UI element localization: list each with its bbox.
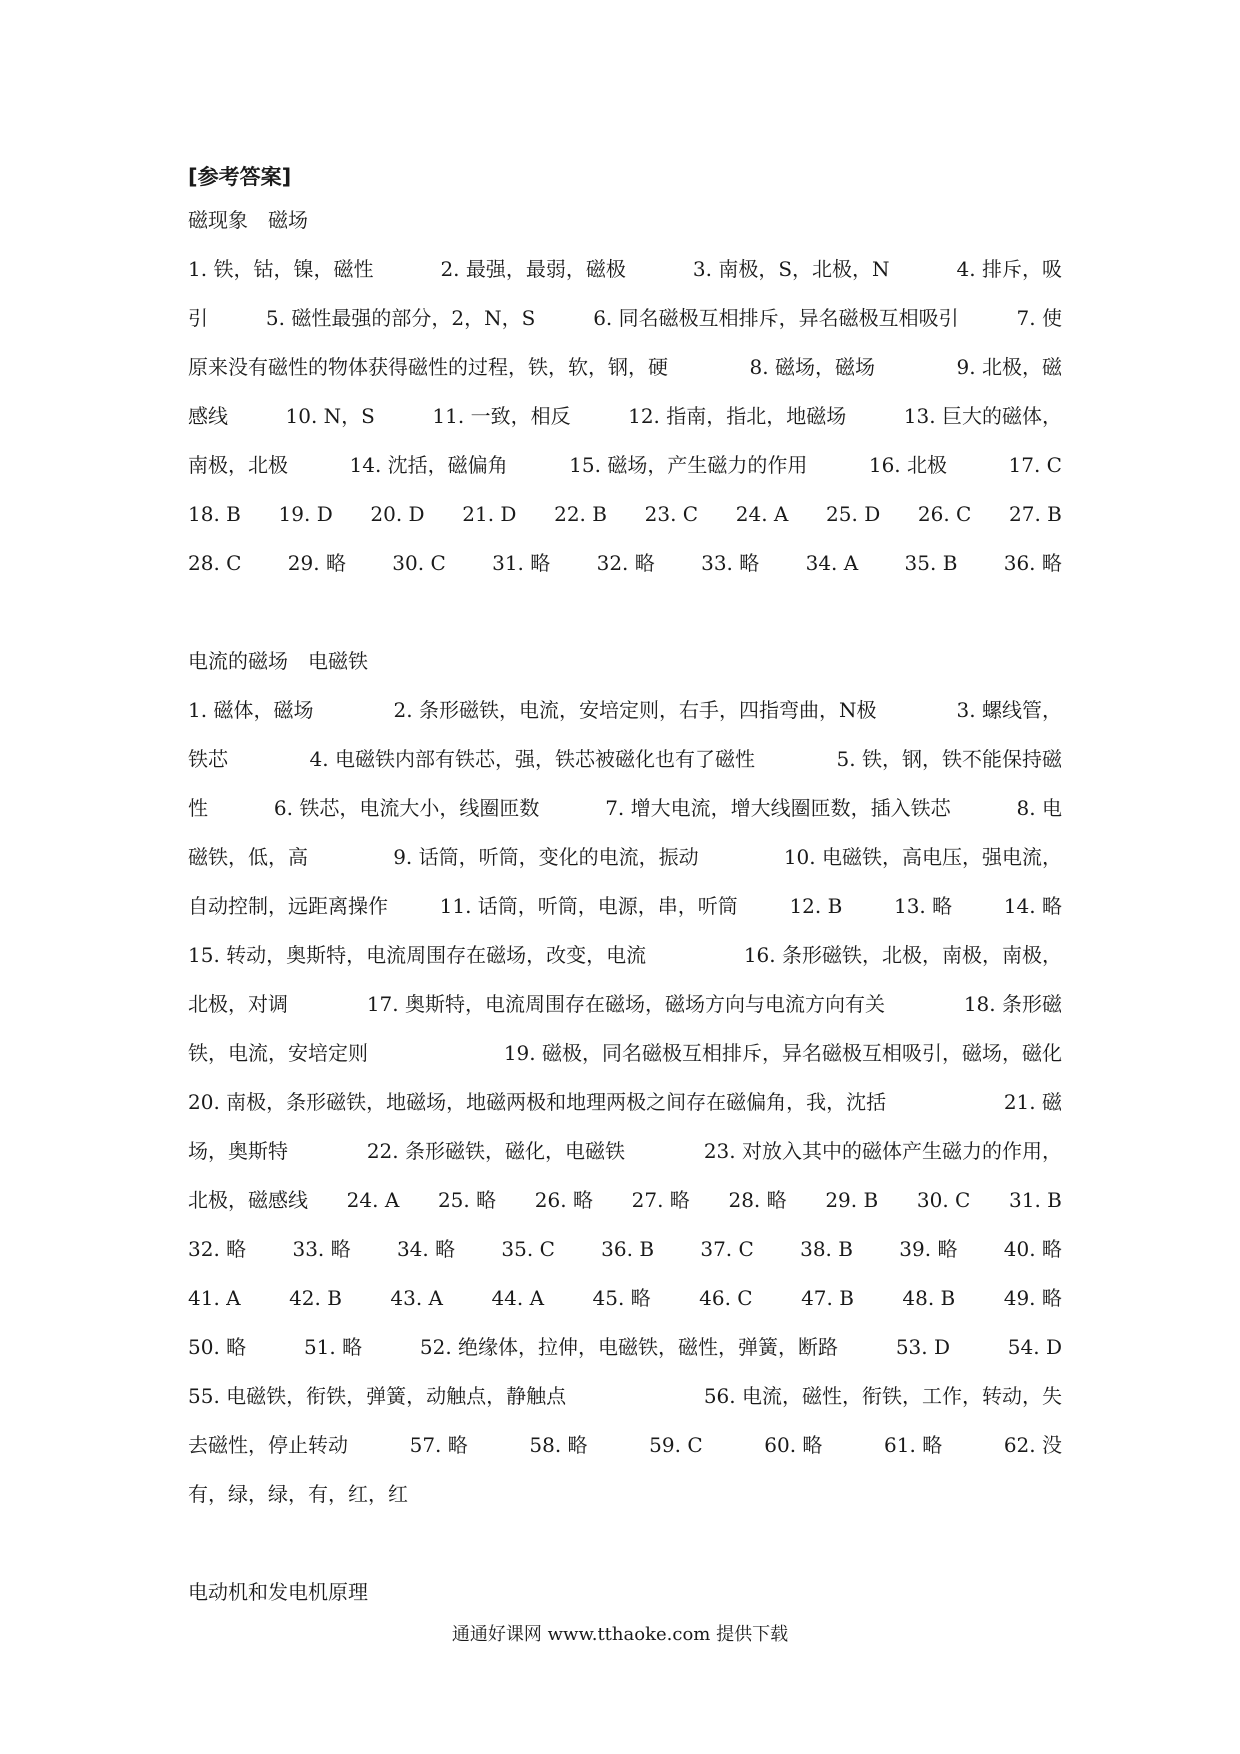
answer-item: 6. 铁芯，电流大小，线圈匝数 [273, 796, 540, 820]
answer-item: 8. 磁场，磁场 [749, 355, 875, 379]
answer-item: 23. C [644, 502, 699, 526]
answer-item: 7. 使 [1016, 306, 1062, 330]
answer-line [188, 1029, 1062, 1078]
answer-item: 37. C [700, 1237, 754, 1261]
answer-item: 铁，电流，安培定则 [188, 1041, 368, 1065]
answer-item: 23. 对放入其中的磁体产生磁力的作用， [703, 1139, 1062, 1163]
answer-content [188, 158, 1062, 1617]
answer-item: 4. 电磁铁内部有铁芯，强，铁芯被磁化也有了磁性 [309, 747, 755, 771]
section-title: 电动机和发电机原理 [188, 1580, 368, 1604]
answer-item: 57. 略 [409, 1433, 468, 1457]
answer-item: 5. 铁，钢，铁不能保持磁 [836, 747, 1062, 771]
answer-item: 40. 略 [1003, 1237, 1062, 1261]
answer-line [188, 1470, 1062, 1519]
answer-item: 49. 略 [1003, 1286, 1062, 1310]
answer-item: 52. 绝缘体，拉伸，电磁铁，磁性，弹簧，断路 [419, 1335, 839, 1359]
answer-item: 铁芯 [188, 747, 228, 771]
section-spacer [188, 1519, 1062, 1568]
answer-item: 51. 略 [303, 1335, 363, 1359]
answer-item: 2. 最强，最弱，磁极 [440, 257, 626, 281]
answer-item: 13. 巨大的磁体， [903, 404, 1062, 428]
answer-item: 15. 转动，奥斯特，电流周围存在磁场，改变，电流 [188, 943, 647, 967]
answer-item: 有，绿，绿，有，红，红 [188, 1482, 408, 1506]
answer-item: 11. 话筒，听筒，电源，串，听筒 [439, 894, 738, 918]
answer-item: 12. 指南，指北，地磁场 [628, 404, 847, 428]
answer-item: 25. 略 [437, 1188, 497, 1212]
answer-item: 14. 略 [1003, 894, 1062, 918]
answer-item: 38. B [800, 1237, 853, 1261]
answer-item: 3. 螺线管， [956, 698, 1062, 722]
answer-item: 34. 略 [396, 1237, 456, 1261]
answer-item: 26. 略 [534, 1188, 593, 1212]
answer-line [188, 1421, 1062, 1470]
answer-item: 50. 略 [188, 1335, 247, 1359]
answer-line [188, 1078, 1062, 1127]
answer-item: 磁铁，低，高 [188, 845, 308, 869]
answer-item: 12. B [789, 894, 843, 918]
answer-item: 35. C [501, 1237, 555, 1261]
answer-line [188, 784, 1062, 833]
answer-item: 44. A [491, 1286, 545, 1310]
answer-item: 34. A [805, 551, 859, 575]
answer-item: 29. 略 [287, 551, 346, 575]
answer-item: 60. 略 [764, 1433, 823, 1457]
page-heading: [参考答案] [188, 165, 292, 189]
answer-item: 18. 条形磁 [963, 992, 1062, 1016]
answer-item: 性 [188, 796, 208, 820]
answer-item: 58. 略 [529, 1433, 588, 1457]
answer-line [188, 343, 1062, 392]
answer-item: 19. 磁极，同名磁极互相排斥，异名磁极互相吸引，磁场，磁化 [503, 1041, 1062, 1065]
answer-line [188, 1274, 1062, 1323]
answer-item: 10. 电磁铁，高电压，强电流， [783, 845, 1062, 869]
answer-item: 41. A [188, 1286, 241, 1310]
answer-item: 11. 一致，相反 [432, 404, 571, 428]
section-spacer [188, 588, 1062, 637]
answer-line [188, 1323, 1062, 1372]
answer-line [188, 686, 1062, 735]
answer-line [188, 245, 1062, 294]
answer-item: 1. 磁体，磁场 [188, 698, 314, 722]
answer-item: 45. 略 [592, 1286, 651, 1310]
section-title: 磁现象 磁场 [188, 208, 308, 232]
answer-item: 62. 没 [1003, 1433, 1062, 1457]
answer-item: 53. D [895, 1335, 951, 1359]
answer-item: 16. 条形磁铁，北极，南极，南极， [743, 943, 1062, 967]
answer-item: 55. 电磁铁，衔铁，弹簧，动触点，静触点 [188, 1384, 567, 1408]
answer-item: 33. 略 [701, 551, 760, 575]
answer-item: 56. 电流，磁性，衔铁，工作，转动，失 [703, 1384, 1062, 1408]
answer-item: 21. 磁 [1003, 1090, 1062, 1114]
answer-item: 感线 [188, 404, 228, 428]
answer-item: 6. 同名磁极互相排斥，异名磁极互相吸引 [593, 306, 959, 330]
answer-item: 32. 略 [188, 1237, 247, 1261]
answer-item: 21. D [462, 502, 517, 526]
answer-item: 31. 略 [492, 551, 551, 575]
answer-item: 33. 略 [292, 1237, 351, 1261]
section-title: 电流的磁场 电磁铁 [188, 649, 368, 673]
answer-item: 1. 铁，钴，镍，磁性 [188, 257, 374, 281]
answer-item: 27. 略 [631, 1188, 690, 1212]
answer-item: 场，奥斯特 [188, 1139, 288, 1163]
answer-item: 32. 略 [596, 551, 655, 575]
answer-item: 54. D [1007, 1335, 1062, 1359]
answer-item: 3. 南极，S，北极，N [692, 257, 890, 281]
answer-item: 13. 略 [893, 894, 953, 918]
answer-item: 自动控制，远距离操作 [188, 894, 388, 918]
answer-item: 20. 南极，条形磁铁，地磁场，地磁两极和地理两极之间存在磁偏角，我，沈括 [188, 1090, 887, 1114]
answer-item: 17. 奥斯特，电流周围存在磁场，磁场方向与电流方向有关 [366, 992, 885, 1016]
answer-line [188, 294, 1062, 343]
answer-item: 15. 磁场，产生磁力的作用 [569, 453, 808, 477]
answer-item: 4. 排斥，吸 [956, 257, 1062, 281]
answer-item: 20. D [370, 502, 425, 526]
answer-item: 原来没有磁性的物体获得磁性的过程，铁，软，钢，硬 [188, 355, 668, 379]
page-footer: 通通好课网 www.tthaoke.com 提供下载 [451, 1624, 789, 1645]
answer-item: 18. B [188, 502, 241, 526]
answer-item: 10. N，S [285, 404, 375, 428]
answer-line [188, 1127, 1062, 1176]
answer-item: 9. 北极，磁 [956, 355, 1062, 379]
answer-item: 27. B [1009, 502, 1062, 526]
answer-item: 22. 条形磁铁，磁化，电磁铁 [366, 1139, 625, 1163]
answer-item: 25. D [826, 502, 881, 526]
answer-item: 南极，北极 [188, 453, 288, 477]
answer-line [188, 833, 1062, 882]
answer-item: 31. B [1009, 1188, 1062, 1212]
answer-line [188, 882, 1062, 931]
answer-item: 30. C [392, 551, 446, 575]
answer-item: 16. 北极 [868, 453, 948, 477]
answer-item: 30. C [916, 1188, 971, 1212]
answer-item: 24. A [346, 1188, 400, 1212]
answer-item: 24. A [735, 502, 789, 526]
answer-line [188, 490, 1062, 539]
answer-item: 35. B [904, 551, 958, 575]
answer-item: 19. D [278, 502, 333, 526]
answer-item: 43. A [390, 1286, 443, 1310]
answer-item: 46. C [699, 1286, 753, 1310]
answer-item: 引 [188, 306, 208, 330]
answer-item: 36. 略 [1003, 551, 1062, 575]
answer-item: 61. 略 [884, 1433, 943, 1457]
answer-item: 39. 略 [899, 1237, 958, 1261]
answer-sections [188, 196, 1062, 1617]
answer-item: 去磁性，停止转动 [188, 1433, 348, 1457]
answer-item: 7. 增大电流，增大线圈匝数，插入铁芯 [605, 796, 951, 820]
answer-item: 北极，磁感线 [188, 1188, 308, 1212]
answer-item: 北极，对调 [188, 992, 288, 1016]
answer-item: 47. B [801, 1286, 854, 1310]
answer-item: 42. B [289, 1286, 342, 1310]
answer-line [188, 735, 1062, 784]
answer-line [188, 1176, 1062, 1225]
answer-item: 29. B [825, 1188, 879, 1212]
answer-item: 2. 条形磁铁，电流，安培定则，右手，四指弯曲，N极 [393, 698, 877, 722]
answer-item: 26. C [917, 502, 972, 526]
answer-item: 14. 沈括，磁偏角 [349, 453, 508, 477]
answer-item: 36. B [601, 1237, 655, 1261]
answer-line [188, 539, 1062, 588]
answer-line [188, 1225, 1062, 1274]
answer-item: 48. B [902, 1286, 956, 1310]
answer-line [188, 931, 1062, 980]
answer-item: 9. 话筒，听筒，变化的电流，振动 [393, 845, 699, 869]
answer-line [188, 441, 1062, 490]
answer-item: 28. C [188, 551, 242, 575]
answer-item: 8. 电 [1016, 796, 1062, 820]
answer-line [188, 392, 1062, 441]
answer-item: 28. 略 [728, 1188, 787, 1212]
answer-item: 59. C [649, 1433, 703, 1457]
answer-line [188, 980, 1062, 1029]
answer-item: 5. 磁性最强的部分，2，N，S [265, 306, 536, 330]
answer-line [188, 1372, 1062, 1421]
answer-item: 22. B [554, 502, 607, 526]
answer-item: 17. C [1008, 453, 1062, 477]
